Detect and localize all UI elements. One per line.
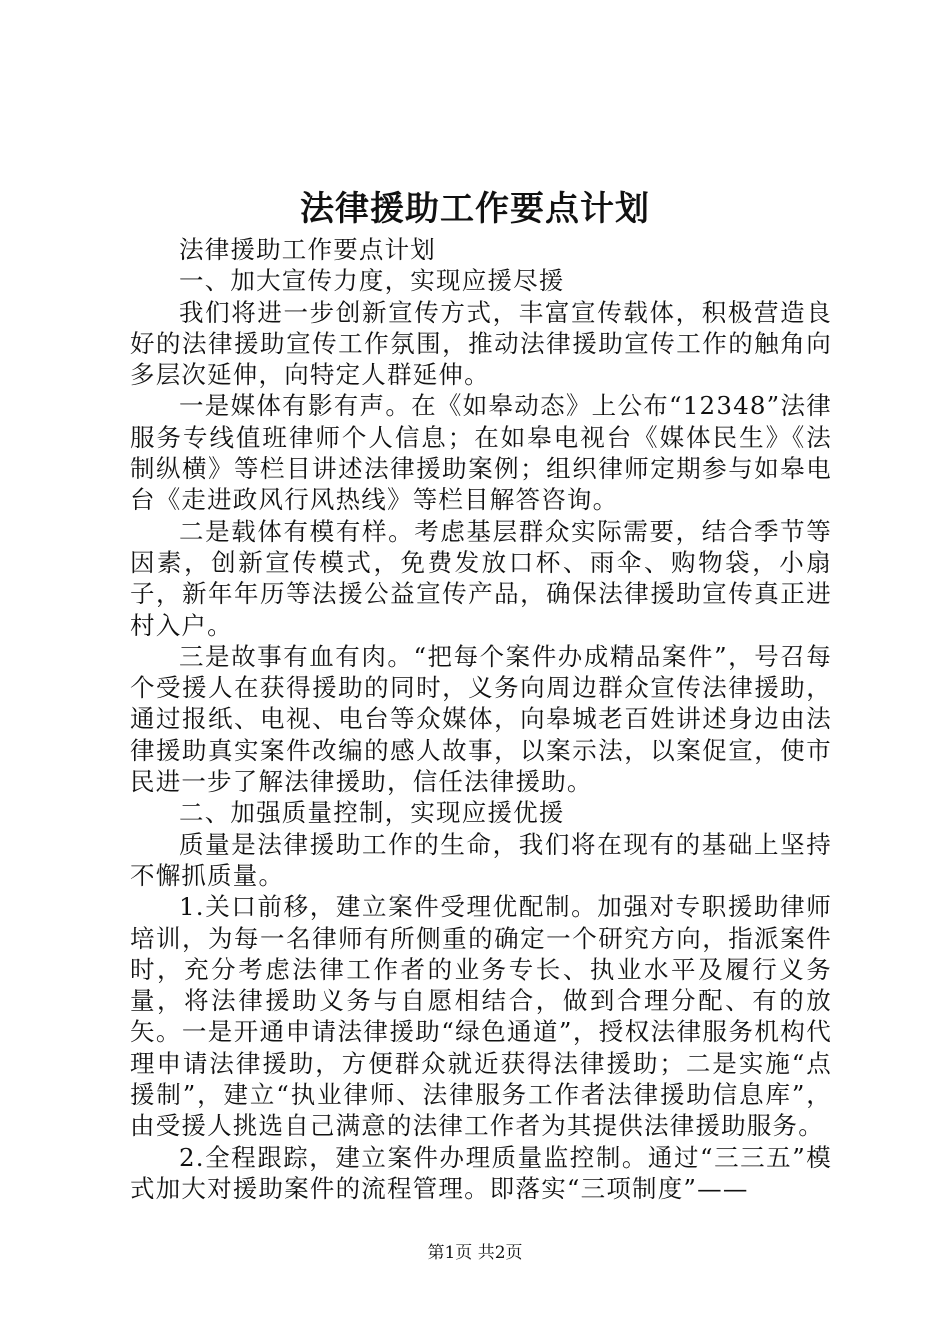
section-heading-2: 二、加强质量控制，实现应援优援 — [179, 798, 565, 828]
page-number-footer: 第1页 共2页 — [427, 1243, 523, 1263]
document-body — [130, 234, 832, 1204]
paragraph: 质量是法律援助工作的生命，我们将在现有的基础上坚持不懈抓质量。 — [130, 829, 832, 890]
paragraph: 二是载体有模有样。考虑基层群众实际需要，结合季节等因素，创新宣传模式，免费发放口杯、雨伞、购物袋，小扇子，新年年历等法援公益宣传产品，确保法律援助宣传真正进村入户。 — [130, 516, 832, 640]
paragraph: 1.关口前移，建立案件受理优配制。加强对专职援助律师培训，为每一名律师有所侧重的确定一个研究方向，指派案件时，充分考虑法律工作者的业务专长、执业水平及履行义务量，将法律援助义务与自愿相结合，做到合理分配、有的放矢。一是开通申请法律援助“绿色通道”，授权法律服务机构代理申请法律援助，方便群众就近获得法律援助；二是实施“点援制”，建立“执业律师、法律服务工作者法律援助信息库”，由受援人挑选自己满意的法律工作者为其提供法律援助服务。 — [130, 892, 832, 1141]
paragraph: 2.全程跟踪，建立案件办理质量监控制。通过“三三五”模式加大对援助案件的流程管理。即落实“三项制度”—— — [130, 1142, 832, 1203]
paragraph: 三是故事有血有肉。“把每个案件办成精品案件”，号召每个受援人在获得援助的同时，义务向周边群众宣传法律援助，通过报纸、电视、电台等众媒体，向皋城老百姓讲述身边由法律援助真实案件改编的感人故事，以案示法，以案促宣，使市民进一步了解法律援助，信任法律援助。 — [130, 641, 832, 797]
paragraph: 一是媒体有影有声。在《如皋动态》上公布“12348”法律服务专线值班律师个人信息；在如皋电视台《媒体民生》《法制纵横》等栏目讲述法律援助案例；组织律师定期参与如皋电台《走进政风行风热线》等栏目解答咨询。 — [130, 391, 832, 515]
paragraph: 我们将进一步创新宣传方式，丰富宣传载体，积极营造良好的法律援助宣传工作氛围，推动法律援助宣传工作的触角向多层次延伸，向特定人群延伸。 — [130, 297, 832, 390]
paragraph-subtitle: 法律援助工作要点计划 — [179, 235, 436, 264]
section-heading-1: 一、加大宣传力度，实现应援尽援 — [179, 266, 565, 296]
document-title: 法律援助工作要点计划 — [300, 189, 650, 229]
